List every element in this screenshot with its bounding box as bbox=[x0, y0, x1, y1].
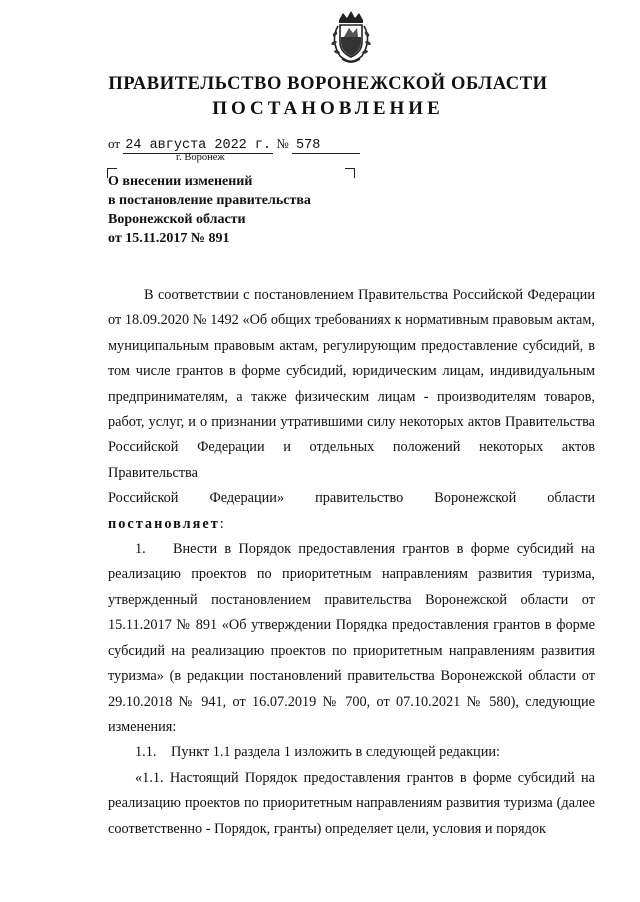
document-number: 578 bbox=[292, 138, 360, 154]
resolve-colon: : bbox=[219, 515, 224, 532]
resolve-word: постановляет bbox=[108, 515, 220, 532]
clause-1-text: Внести в Порядок предоставления грантов в форме субсидий на реализацию проектов по приоритетным направлениям развития туризма, утвержденный постановлением правительства Воронежской области от 15.11.2017 № 891 «Об утверждении Порядка предоставления грантов в форме субсидий на реализацию проектов по приоритетным направлениям развития туризма» (в редакции постановлений правительства Воронежской области от 29.10.2018 № 941, от 16.07.2019 № 700, от 07.10.2021 № 580), следующие изменения: bbox=[108, 541, 595, 735]
preamble-text: В соответствии с постановлением Правительства Российской Федерации от 18.09.2020 № 1492 «Об общих требованиях к нормативным правовым актам, муниципальным правовым актам, регулирующим предоставление субсидий, в том числе грантов в форме субсидий, юридическим лицам, индивидуальным предпринимателям, а также физическим лицам - производителям товаров, работ, услуг, и о признании утратившими силу некоторых актов Правительства Российской Федерации и отдельных положений некоторых актов Правительства bbox=[108, 287, 595, 481]
subject-line: в постановление правительства bbox=[108, 193, 311, 208]
clause-1-1-paragraph bbox=[108, 740, 595, 765]
document-date-number bbox=[108, 136, 360, 154]
clause-1-number: 1. bbox=[135, 541, 146, 558]
quoted-clause-text: «1.1. Настоящий Порядок предоставления грантов в форме субсидий на реализацию проектов по приоритетным направлениям развития туризма (далее соответственно - Порядок, гранты) определяет цели, условия и порядок bbox=[108, 769, 595, 837]
subject-line: от 15.11.2017 № 891 bbox=[108, 231, 230, 246]
document-city: г. Воронеж bbox=[176, 152, 225, 163]
resolve-line bbox=[108, 512, 595, 537]
date-prefix: от bbox=[108, 136, 121, 151]
document-body bbox=[108, 283, 595, 842]
subject-line: О внесении изменений bbox=[108, 174, 253, 189]
quoted-clause-paragraph bbox=[108, 766, 595, 842]
number-prefix: № bbox=[276, 136, 289, 151]
government-name: ПРАВИТЕЛЬСТВО ВОРОНЕЖСКОЙ ОБЛАСТИ bbox=[108, 74, 548, 94]
clause-1-1-number: 1.1. bbox=[135, 744, 157, 761]
clause-1-1-text: Пункт 1.1 раздела 1 изложить в следующей редакции: bbox=[171, 744, 500, 761]
document-date: 24 августа 2022 г. bbox=[125, 138, 272, 153]
preamble-paragraph bbox=[108, 283, 595, 486]
preamble-last-line bbox=[108, 486, 595, 511]
subject-line: Воронежской области bbox=[108, 212, 246, 227]
clause-1-paragraph bbox=[108, 537, 595, 740]
document-type-title: ПОСТАНОВЛЕНИЕ bbox=[212, 98, 444, 119]
voronezh-coat-of-arms-icon bbox=[325, 10, 377, 66]
document-subject bbox=[108, 172, 368, 248]
preamble-last-text: Российской Федерации» правительство Воронежской области bbox=[108, 490, 595, 507]
